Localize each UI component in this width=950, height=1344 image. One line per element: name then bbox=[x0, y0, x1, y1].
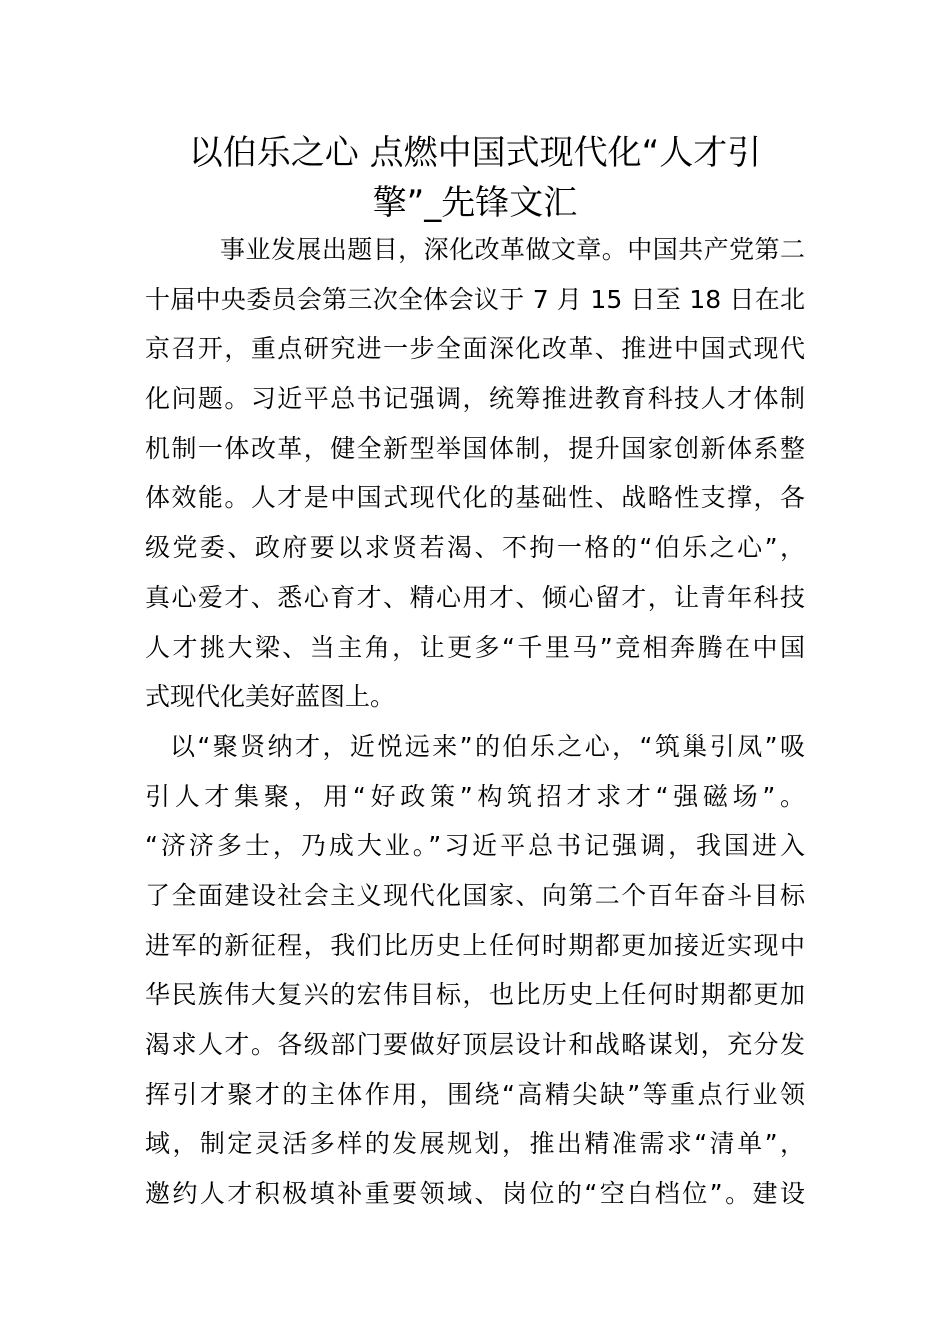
paragraph-line: 以“聚贤纳才，近悦远来”的伯乐之心，“筑巢引凤”吸 bbox=[170, 731, 805, 761]
paragraph-line: 华民族伟大复兴的宏伟目标，也比历史上任何时期都更加 bbox=[145, 980, 805, 1010]
paragraph-line: 事业发展出题目，深化改革做文章。中国共产党第二 bbox=[220, 235, 805, 264]
paragraph-line: 邀约人才积极填补重要领域、岗位的“空白档位”。建设 bbox=[145, 1179, 805, 1209]
paragraph-line: 化问题。习近平总书记强调，统筹推进教育科技人才体制 bbox=[145, 384, 805, 414]
paragraph-line: 挥引才聚才的主体作用，围绕“高精尖缺”等重点行业领 bbox=[145, 1079, 805, 1109]
document-body bbox=[145, 225, 805, 1219]
paragraph-line: 域，制定灵活多样的发展规划，推出精准需求“清单”， bbox=[145, 1129, 805, 1159]
paragraph-2 bbox=[145, 722, 805, 1219]
paragraph-line: 引人才集聚，用“好政策”构筑招才求才“强磁场”。 bbox=[145, 781, 805, 811]
paragraph-line: 真心爱才、悉心育才、精心用才、倾心留才，让青年科技 bbox=[145, 582, 805, 612]
title-line-1: 以伯乐之心 点燃中国式现代化“人才引 bbox=[188, 133, 762, 173]
paragraph-line: 人才挑大梁、当主角，让更多“千里马”竞相奔腾在中国 bbox=[145, 632, 805, 662]
paragraph-line: 京召开，重点研究进一步全面深化改革、推进中国式现代 bbox=[145, 334, 805, 364]
paragraph-line: 体效能。人才是中国式现代化的基础性、战略性支撑，各 bbox=[145, 483, 805, 513]
document-title bbox=[145, 128, 805, 228]
paragraph-line: 十届中央委员会第三次全体会议于 7 月 15 日至 18 日在北 bbox=[145, 284, 805, 314]
paragraph-line: 进军的新征程，我们比历史上任何时期都更加接近实现中 bbox=[145, 930, 805, 960]
paragraph-1 bbox=[145, 225, 805, 722]
paragraph-line: “济济多士，乃成大业。”习近平总书记强调，我国进入 bbox=[145, 831, 805, 861]
paragraph-line: 级党委、政府要以求贤若渴、不拘一格的“伯乐之心”， bbox=[145, 533, 805, 563]
paragraph-line: 机制一体改革，健全新型举国体制，提升国家创新体系整 bbox=[145, 433, 805, 463]
paragraph-line: 渴求人才。各级部门要做好顶层设计和战略谋划，充分发 bbox=[145, 1030, 805, 1059]
title-line-2: 擎”_先锋文汇 bbox=[372, 183, 578, 223]
paragraph-line: 式现代化美好蓝图上。 bbox=[145, 682, 396, 712]
paragraph-line: 了全面建设社会主义现代化国家、向第二个百年奋斗目标 bbox=[145, 880, 805, 910]
